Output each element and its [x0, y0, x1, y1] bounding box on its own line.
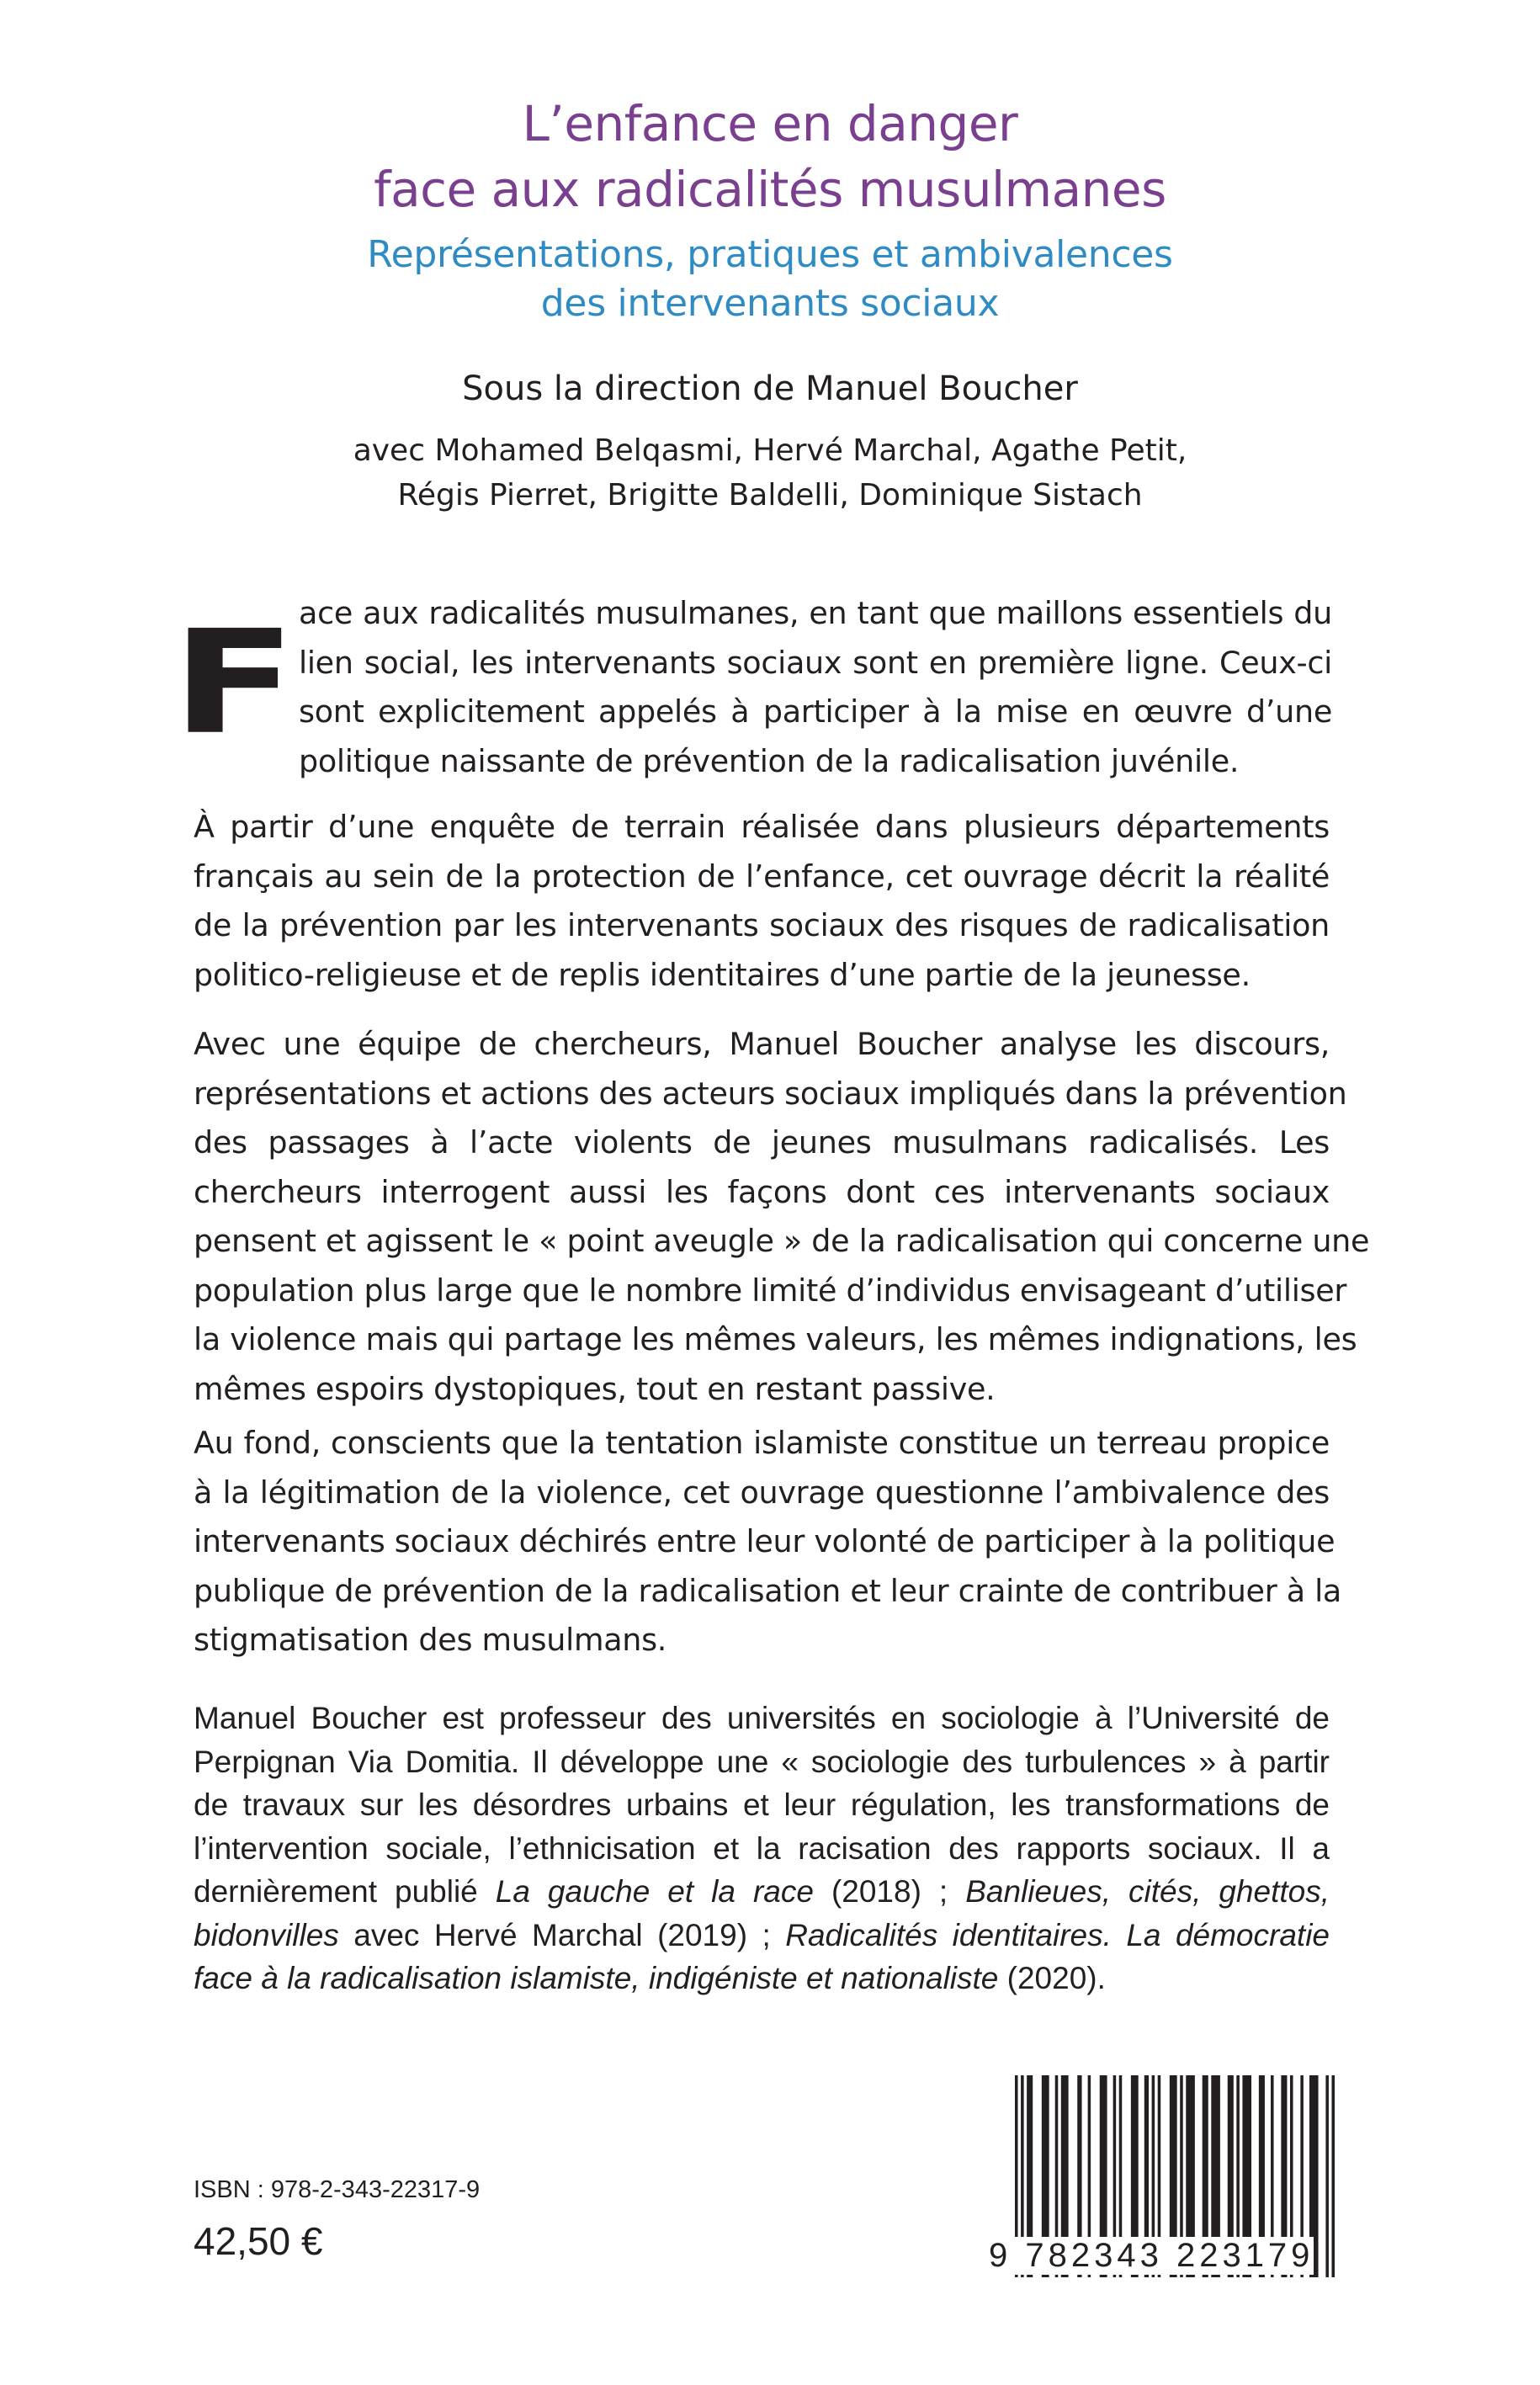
- text-line: pensent et agissent le « point aveugle » de la radicalisation qui concerne une: [194, 1223, 1370, 1259]
- text-line: de la prévention par les intervenants sociaux des risques de radicalisation: [194, 907, 1330, 943]
- book-subtitle-line-2: des intervenants sociaux: [540, 282, 1000, 325]
- book-title-line-2: face aux radicalités musulmanes: [374, 161, 1166, 218]
- bio-text: (2020).: [998, 1961, 1106, 1995]
- drop-cap-letter: [171, 594, 297, 767]
- bio-text: dernièrement publié: [194, 1874, 496, 1909]
- editor-credit: Sous la direction de Manuel Boucher: [462, 369, 1078, 408]
- blurb-paragraph-2: [194, 803, 1330, 1000]
- blurb-paragraph-4: [194, 1419, 1341, 1665]
- bio-line: Perpignan Via Domitia. Il développe une « sociologie des turbulences » à partir: [194, 1744, 1330, 1779]
- bio-line: [194, 1870, 1330, 1914]
- book-title-reference: bidonvilles: [194, 1917, 339, 1952]
- text-line: Avec une équipe de chercheurs, Manuel Boucher analyse les discours,: [194, 1026, 1330, 1062]
- price-label: 42,50 €: [194, 2219, 323, 2263]
- text-line: intervenants sociaux déchirés entre leur volonté de participer à la politique: [194, 1523, 1336, 1559]
- text-line: population plus large que le nombre limité d’individus envisageant d’utiliser: [194, 1272, 1347, 1309]
- bio-line: [194, 1914, 1330, 1957]
- text-line: mêmes espoirs dystopiques, tout en restant passive.: [194, 1370, 996, 1407]
- blurb-paragraph-1: [299, 589, 1332, 786]
- text-line: français au sein de la protection de l’enfance, cet ouvrage décrit la réalité: [194, 858, 1330, 895]
- contributors-line-1: avec Mohamed Belqasmi, Hervé Marchal, Agathe Petit,: [353, 433, 1187, 468]
- barcode-digits: 9 782343 223179: [989, 2237, 1314, 2274]
- text-line: publique de prévention de la radicalisation et leur crainte de contribuer à la: [194, 1572, 1341, 1609]
- text-line: politique naissante de prévention de la radicalisation juvénile.: [299, 742, 1240, 779]
- book-subtitle-line-1: Représentations, pratiques et ambivalences: [367, 233, 1173, 276]
- barcode-bar: [1331, 2075, 1335, 2277]
- book-title-reference: face à la radicalisation islamiste, indigéniste et nationaliste: [194, 1961, 999, 1995]
- barcode-bar: [1325, 2075, 1329, 2277]
- text-line: à la légitimation de la violence, cet ouvrage questionne l’ambivalence des: [194, 1474, 1330, 1511]
- book-title-reference: Banlieues, cités, ghettos,: [965, 1874, 1330, 1909]
- book-title-reference: La gauche et la race: [495, 1874, 814, 1909]
- blurb-paragraph-3: [194, 1020, 1370, 1414]
- book-title-line-1: L’enfance en danger: [522, 95, 1018, 152]
- bio-text: (2018) ;: [813, 1874, 966, 1909]
- bio-line: l’intervention sociale, l’ethnicisation et la racisation des rapports sociaux. Il a: [194, 1830, 1330, 1866]
- text-line: chercheurs interrogent aussi les façons dont ces intervenants sociaux: [194, 1173, 1330, 1210]
- text-line: lien social, les intervenants sociaux sont en première ligne. Ceux-ci: [299, 644, 1332, 681]
- contributors-line-2: Régis Pierret, Brigitte Baldelli, Dominique Sistach: [397, 478, 1143, 513]
- text-line: stigmatisation des musulmans.: [194, 1622, 667, 1658]
- text-line: des passages à l’acte violents de jeunes musulmans radicalisés. Les: [194, 1124, 1330, 1161]
- text-line: représentations et actions des acteurs sociaux impliqués dans la prévention: [194, 1075, 1347, 1112]
- book-title-reference: Radicalités identitaires. La démocratie: [785, 1917, 1330, 1952]
- text-line: Au fond, conscients que la tentation islamiste constitue un terreau propice: [194, 1425, 1330, 1461]
- bio-text: avec Hervé Marchal (2019) ;: [338, 1917, 786, 1952]
- bio-line: Manuel Boucher est professeur des universités en sociologie à l’Université de: [194, 1701, 1330, 1735]
- text-line: À partir d’une enquête de terrain réalisée dans plusieurs départements: [194, 809, 1330, 845]
- bio-line: de travaux sur les désordres urbains et leur régulation, les transformations de: [194, 1787, 1330, 1822]
- isbn-label: ISBN : 978-2-343-22317-9: [194, 2176, 481, 2203]
- text-line: la violence mais qui partage les mêmes valeurs, les mêmes indignations, les: [194, 1321, 1357, 1357]
- bio-line: [194, 1957, 1330, 2000]
- text-line: sont explicitement appelés à participer à la mise en œuvre d’une: [299, 693, 1332, 730]
- drop-cap-glyph: F: [171, 600, 297, 767]
- author-bio: [194, 1697, 1330, 2000]
- text-line: ace aux radicalités musulmanes, en tant que maillons essentiels du: [299, 595, 1332, 631]
- text-line: politico-religieuse et de replis identitaires d’une partie de la jeunesse.: [194, 956, 1251, 993]
